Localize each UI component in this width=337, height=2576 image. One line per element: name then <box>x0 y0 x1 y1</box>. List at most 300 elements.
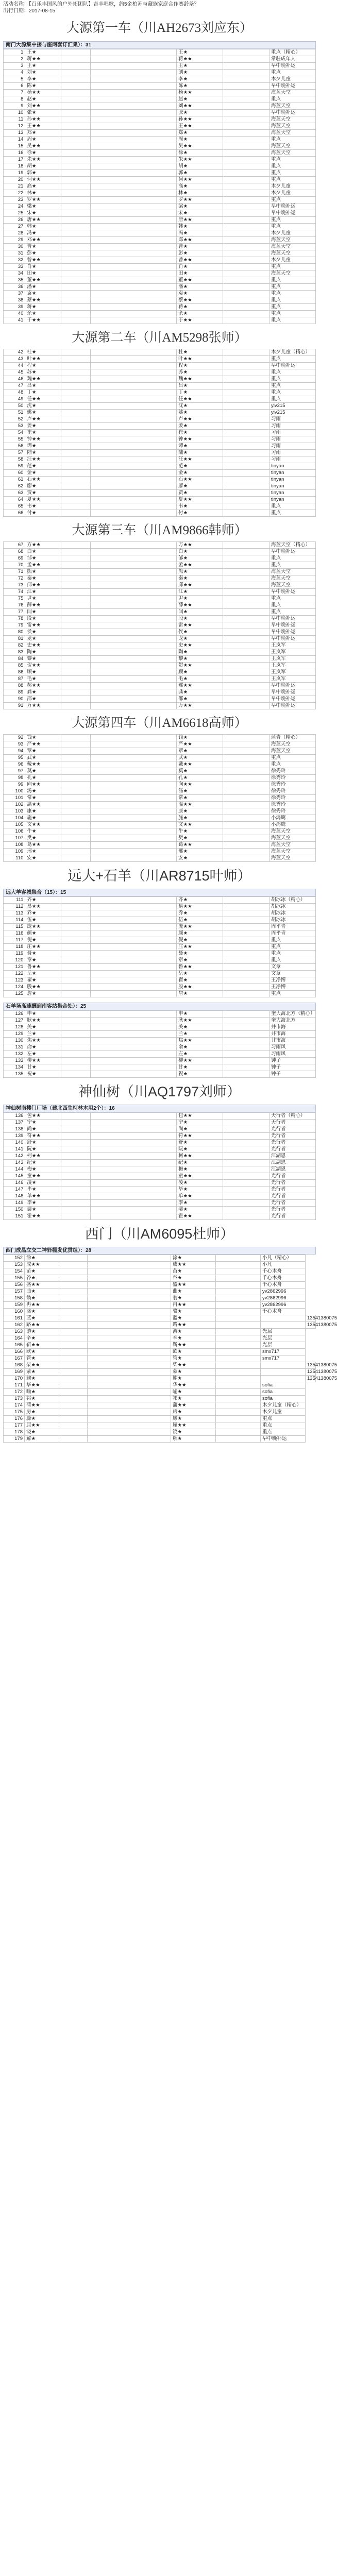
table-cell: 舒★ <box>177 1140 223 1146</box>
table-cell: 90 <box>4 696 25 703</box>
table-cell: 薛★★ <box>25 602 61 609</box>
table-cell <box>90 297 177 304</box>
table-cell <box>223 735 269 741</box>
table-cell <box>88 1382 171 1389</box>
table-cell <box>61 1153 90 1160</box>
table-cell: 164 <box>4 1335 25 1342</box>
table-cell: 蒲★★ <box>171 1402 216 1409</box>
table-cell: 156 <box>4 1282 25 1289</box>
table-cell: 尚★ <box>25 1126 61 1133</box>
table-row <box>4 788 316 795</box>
table-row <box>4 356 316 363</box>
table-cell: 177 <box>4 1422 25 1429</box>
table-cell: 26 <box>4 217 25 224</box>
table-cell <box>223 430 269 436</box>
table-cell: 卢★★ <box>177 416 223 423</box>
table-cell: 沈★ <box>25 403 61 410</box>
table-cell: 重点 <box>269 284 316 291</box>
table-cell <box>61 349 90 356</box>
table-cell: 海蓝天空 <box>269 123 316 130</box>
table-cell: 早中晚补运 <box>269 549 316 555</box>
table-cell <box>223 1120 269 1126</box>
table-cell <box>61 1140 90 1146</box>
table-cell: 海蓝天空 <box>269 575 316 582</box>
table-row <box>4 1315 316 1322</box>
table-cell: 光行者 <box>269 1173 316 1180</box>
table-cell: 顾★ <box>25 669 61 676</box>
table-cell <box>90 210 177 217</box>
table-cell <box>90 971 177 977</box>
table-cell <box>223 984 269 991</box>
table-cell: 光行者 <box>269 1187 316 1193</box>
table-cell: 蓝★ <box>171 1315 216 1322</box>
table-cell: 冉★★ <box>25 1302 59 1309</box>
table-row <box>4 1282 316 1289</box>
table-cell: 吴★★ <box>177 143 223 150</box>
table-cell <box>61 1058 90 1064</box>
table-cell: 于★★ <box>25 317 61 324</box>
table-cell: 曲★ <box>171 1289 216 1295</box>
table-cell <box>61 1126 90 1133</box>
table-cell <box>223 815 269 822</box>
table-cell <box>88 1289 171 1295</box>
table-cell: 文★★ <box>25 822 61 828</box>
table-cell: 63 <box>4 490 25 497</box>
table-cell <box>223 1160 269 1166</box>
table-cell: 重点 <box>269 609 316 616</box>
table-row <box>4 1153 316 1160</box>
table-cell: 杜★ <box>177 349 223 356</box>
table-cell <box>59 1376 88 1382</box>
table-cell: 早中晚补运 <box>261 1436 306 1443</box>
table-cell <box>61 363 90 369</box>
table-cell: 重点 <box>269 376 316 383</box>
table-row <box>4 369 316 376</box>
table-cell: 海蓝天空 <box>269 130 316 137</box>
table-cell <box>90 1031 177 1038</box>
table-cell: 冯★ <box>25 230 61 237</box>
table-cell <box>61 683 90 689</box>
table-cell: 徐秀玲 <box>269 795 316 802</box>
table-cell: 武★ <box>177 755 223 761</box>
table-cell <box>61 244 90 250</box>
table-cell <box>61 1160 90 1166</box>
table-cell <box>216 1342 261 1349</box>
table-cell <box>88 1389 171 1396</box>
table-cell <box>61 477 90 483</box>
table-cell: 江★ <box>177 589 223 596</box>
table-cell <box>61 656 90 663</box>
table-cell: 131 <box>4 1044 25 1051</box>
table-cell <box>61 616 90 622</box>
table-cell <box>88 1255 171 1262</box>
table-cell: 111 <box>4 897 25 904</box>
table-cell: 海蓝天空 <box>269 116 316 123</box>
table-cell: 孟★★ <box>25 562 61 569</box>
table-row <box>4 237 316 244</box>
table-row <box>4 277 316 284</box>
table-cell: 重点 <box>269 70 316 76</box>
table-row <box>4 735 316 741</box>
table-cell <box>223 170 269 177</box>
table-cell <box>90 1166 177 1173</box>
table-cell <box>88 1335 171 1342</box>
table-cell <box>223 562 269 569</box>
table-row <box>4 1146 316 1153</box>
table-cell: 重点 <box>269 224 316 230</box>
table-cell: 兰★ <box>177 1031 223 1038</box>
table-cell: 毛★ <box>177 676 223 683</box>
table-row <box>4 562 316 569</box>
table-cell: 80 <box>4 629 25 636</box>
table-cell <box>223 157 269 163</box>
table-cell <box>90 96 177 103</box>
table-cell <box>61 761 90 768</box>
table-row <box>4 304 316 311</box>
table-cell <box>90 470 177 477</box>
table-cell <box>61 602 90 609</box>
table-cell: 8 <box>4 96 25 103</box>
table-cell: 肖★ <box>177 264 223 270</box>
table-cell: 季★ <box>177 1200 223 1207</box>
table-row <box>4 257 316 264</box>
table-cell: 范★ <box>177 463 223 470</box>
table-cell <box>61 971 90 977</box>
table-cell <box>223 490 269 497</box>
table-cell: 王★ <box>25 63 61 70</box>
table-cell: 71 <box>4 569 25 575</box>
table-row <box>4 456 316 463</box>
table-cell <box>223 930 269 937</box>
table-cell: 165 <box>4 1342 25 1349</box>
table-cell: 94 <box>4 748 25 755</box>
table-row <box>4 477 316 483</box>
table-cell: 易★★ <box>177 904 223 910</box>
table-cell: 金★ <box>177 470 223 477</box>
table-cell: 73 <box>4 582 25 589</box>
table-cell <box>90 735 177 741</box>
table-cell: 98 <box>4 775 25 782</box>
table-cell: 关★ <box>177 1024 223 1031</box>
table-cell: 戴★★ <box>177 761 223 768</box>
table-cell <box>216 1322 261 1329</box>
table-cell: 魏★★ <box>177 376 223 383</box>
table-cell <box>90 410 177 416</box>
table-cell: 重点 <box>269 356 316 363</box>
table-cell: 34 <box>4 270 25 277</box>
table-cell: 欧★ <box>171 1349 216 1355</box>
table-cell: 蔡★★ <box>177 297 223 304</box>
table-cell <box>90 1207 177 1213</box>
table-cell: 辛★ <box>25 1335 59 1342</box>
table-cell: 万★★ <box>25 703 61 709</box>
table-cell: 习雨风 <box>269 1051 316 1058</box>
table-cell: 游★ <box>25 1329 59 1335</box>
table-cell <box>88 1369 171 1376</box>
table-row <box>4 1255 316 1262</box>
table-cell <box>90 76 177 83</box>
table-cell: 53 <box>4 423 25 430</box>
table-cell: 光层 <box>261 1335 306 1342</box>
table-cell: 向★★ <box>177 782 223 788</box>
table-cell <box>90 596 177 602</box>
table-cell: 35 <box>4 277 25 284</box>
table-cell: yv2862996 <box>261 1302 306 1309</box>
table-row <box>4 116 316 123</box>
table-cell: 夏★★ <box>25 497 61 503</box>
table-cell: 田★ <box>177 270 223 277</box>
table-cell: 滕★ <box>171 1416 216 1422</box>
table-cell: 42 <box>4 349 25 356</box>
table-cell: 5 <box>4 76 25 83</box>
table-cell: 30 <box>4 244 25 250</box>
table-cell <box>90 795 177 802</box>
table-cell: 柯★★ <box>177 1153 223 1160</box>
table-cell: 173 <box>4 1396 25 1402</box>
table-cell <box>223 669 269 676</box>
table-cell: 鲍★ <box>171 1376 216 1382</box>
table-cell: 重点 <box>269 311 316 317</box>
table-cell <box>216 1275 261 1282</box>
table-cell: 乔★ <box>177 910 223 917</box>
table-cell: 倪★ <box>177 937 223 944</box>
table-cell <box>59 1396 88 1402</box>
table-row <box>4 1038 316 1044</box>
table-cell: 熊★ <box>177 569 223 575</box>
table-cell: 符★★ <box>25 1133 61 1140</box>
table-cell <box>61 483 90 490</box>
table-cell: 苗★ <box>171 1268 216 1275</box>
table-cell: 韦★ <box>177 503 223 510</box>
table-cell <box>216 1389 261 1396</box>
table-cell: 37 <box>4 291 25 297</box>
table-cell <box>223 376 269 383</box>
table-cell: 海蓝天空 <box>269 90 316 96</box>
table-cell: 重点 <box>269 951 316 957</box>
table-cell: 奎大海北方（精心） <box>269 1011 316 1018</box>
table-cell: 骆★ <box>25 1309 59 1315</box>
table-cell: 104 <box>4 815 25 822</box>
table-cell <box>90 768 177 775</box>
table-cell: 郝★★ <box>177 683 223 689</box>
table-cell: 王★ <box>25 49 61 56</box>
table-cell <box>61 416 90 423</box>
table-cell: 柳★★ <box>177 1058 223 1064</box>
table-cell: 梅★ <box>25 1166 61 1173</box>
table-cell <box>61 669 90 676</box>
table-cell <box>223 163 269 170</box>
table-cell: 蓝★ <box>25 1315 59 1322</box>
table-cell <box>61 1051 90 1058</box>
table-row <box>4 503 316 510</box>
table-row <box>4 197 316 204</box>
table-cell <box>90 510 177 517</box>
table-cell: 早中晚补运 <box>269 636 316 642</box>
table-cell: smx717 <box>261 1349 306 1355</box>
table-cell <box>261 1322 306 1329</box>
table-row <box>4 1018 316 1024</box>
table-cell: 梁★ <box>25 204 61 210</box>
table-cell: 46 <box>4 376 25 383</box>
table-cell: 千心木舟 <box>261 1275 306 1282</box>
table-cell: 早中晚补运 <box>269 589 316 596</box>
table-cell <box>90 376 177 383</box>
table-cell <box>90 1187 177 1193</box>
table-cell <box>90 957 177 964</box>
table-cell: 13541380075 <box>306 1369 316 1376</box>
table-cell <box>61 984 90 991</box>
table-cell: 廖★ <box>177 483 223 490</box>
table-cell: 潘★ <box>25 284 61 291</box>
table-cell: 36 <box>4 284 25 291</box>
table-cell: 常★ <box>25 795 61 802</box>
table-row <box>4 669 316 676</box>
table-cell <box>90 1146 177 1153</box>
table-cell <box>59 1268 88 1275</box>
table-cell <box>90 944 177 951</box>
table-cell <box>223 237 269 244</box>
table-cell <box>61 549 90 555</box>
table-cell <box>90 1133 177 1140</box>
table-cell <box>216 1362 261 1369</box>
table-cell <box>223 971 269 977</box>
table-row <box>4 1369 316 1376</box>
table-cell <box>216 1255 261 1262</box>
table-cell: 155 <box>4 1275 25 1282</box>
table-cell <box>61 842 90 849</box>
table-cell <box>90 575 177 582</box>
table-cell: 169 <box>4 1369 25 1376</box>
table-cell: 靳★★ <box>171 1342 216 1349</box>
table-cell: 雷★★ <box>25 622 61 629</box>
table-cell: 段★ <box>177 616 223 622</box>
table-row <box>4 183 316 190</box>
table-cell: sofia <box>261 1396 306 1402</box>
table-cell: 王净博 <box>269 977 316 984</box>
table-cell <box>223 937 269 944</box>
table-cell: 9 <box>4 103 25 110</box>
table-cell: 单★★ <box>177 1193 223 1200</box>
table-row <box>4 137 316 143</box>
table-cell <box>90 284 177 291</box>
table-cell <box>223 416 269 423</box>
table-cell: 重点 <box>269 937 316 944</box>
table-cell <box>216 1295 261 1302</box>
table-cell: 林★ <box>25 190 61 197</box>
table-cell: 吕★ <box>177 383 223 389</box>
table-cell: 重点 <box>269 277 316 284</box>
table-row <box>4 416 316 423</box>
table-cell <box>223 1071 269 1078</box>
table-cell: 海蓝天空 <box>269 842 316 849</box>
table-cell: 周平青 <box>269 930 316 937</box>
table-cell <box>90 815 177 822</box>
table-cell <box>223 1126 269 1133</box>
table-row <box>4 143 316 150</box>
table-cell: 95 <box>4 755 25 761</box>
table-cell: 牛★ <box>177 828 223 835</box>
table-cell: 谷★ <box>25 1275 59 1282</box>
table-cell <box>223 1024 269 1031</box>
table-cell <box>90 897 177 904</box>
table-cell <box>223 582 269 589</box>
table-cell: 152 <box>4 1255 25 1262</box>
table-cell <box>90 822 177 828</box>
table-cell: 苏★ <box>25 369 61 376</box>
table-row <box>4 396 316 403</box>
table-cell: 江★ <box>25 589 61 596</box>
table-cell: 贾★ <box>25 490 61 497</box>
table-cell <box>90 930 177 937</box>
table-cell <box>61 924 90 930</box>
table-cell: 千心木舟 <box>261 1282 306 1289</box>
table-cell: 132 <box>4 1051 25 1058</box>
table-cell <box>61 1133 90 1140</box>
table-cell <box>223 1166 269 1173</box>
table-cell: 白★ <box>177 549 223 555</box>
table-cell <box>61 1213 90 1220</box>
table-cell <box>61 795 90 802</box>
table-cell: 翁★ <box>25 1295 59 1302</box>
table-cell <box>59 1416 88 1422</box>
table-cell: 76 <box>4 602 25 609</box>
table-cell: 倪★ <box>25 937 61 944</box>
table-row <box>4 284 316 291</box>
table-cell <box>223 596 269 602</box>
table-cell <box>223 775 269 782</box>
table-cell <box>59 1389 88 1396</box>
table-cell: tinyan <box>269 477 316 483</box>
table-row <box>4 683 316 689</box>
table-cell: 海蓝天空 <box>269 143 316 150</box>
table-cell: 128 <box>4 1024 25 1031</box>
table-cell <box>223 904 269 910</box>
table-row <box>4 190 316 197</box>
table-cell <box>61 197 90 204</box>
table-cell <box>61 217 90 224</box>
table-cell <box>59 1302 88 1309</box>
table-cell <box>61 1146 90 1153</box>
table-cell <box>90 163 177 170</box>
table-cell: 175 <box>4 1409 25 1416</box>
table-cell <box>59 1409 88 1416</box>
table-cell <box>61 555 90 562</box>
table-cell: 叶★★ <box>25 356 61 363</box>
table-cell: 严★★ <box>25 741 61 748</box>
table-cell: 重点 <box>269 137 316 143</box>
table-cell: 雷★★ <box>177 622 223 629</box>
table-cell: 李★ <box>177 76 223 83</box>
table-cell <box>61 450 90 456</box>
table-row <box>4 76 316 83</box>
table-cell <box>61 137 90 143</box>
table-cell: 罗★★ <box>177 197 223 204</box>
table-cell <box>90 602 177 609</box>
table-cell <box>61 304 90 311</box>
table-cell <box>90 842 177 849</box>
table-cell <box>61 257 90 264</box>
table-cell: 157 <box>4 1289 25 1295</box>
table-cell: 姜★ <box>177 423 223 430</box>
table-cell: 钱★ <box>177 735 223 741</box>
table-cell <box>223 403 269 410</box>
table-cell: 杨★★ <box>177 90 223 96</box>
table-cell: 168 <box>4 1362 25 1369</box>
table-row <box>4 1349 316 1355</box>
table-cell: 文章 <box>269 964 316 971</box>
table-cell <box>90 383 177 389</box>
table-cell <box>223 130 269 137</box>
